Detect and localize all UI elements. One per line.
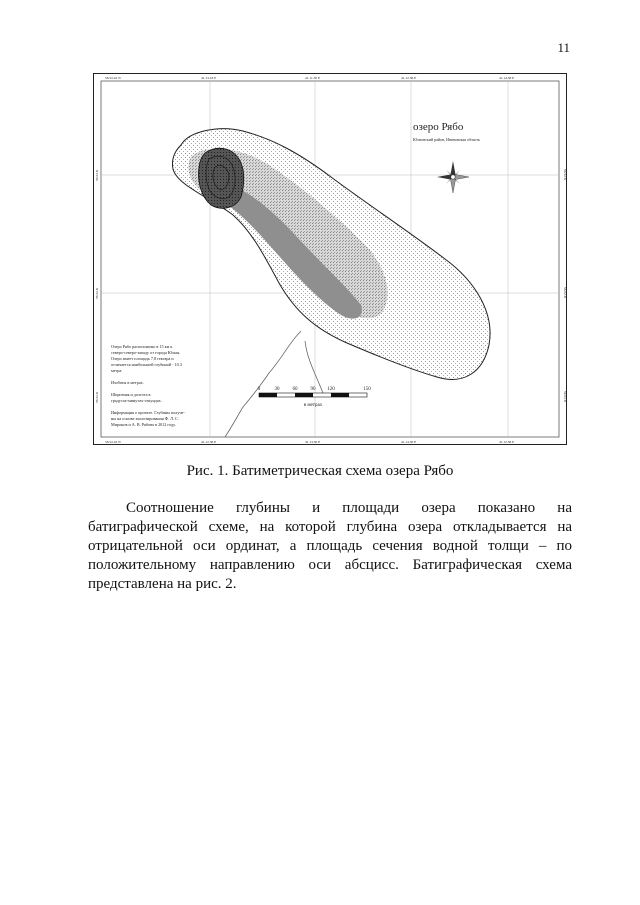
coord-bottom-0: 56.52.42 N [105, 440, 121, 444]
body-paragraph: Соотношение глубины и площади озера показано на батиграфической схеме, на которой глубина озера откладывается на отрицательной оси ординат, а площадь сечения водной толщи – по положительному направлению оси абсцисс. Батиграфическая схема представлена на рис. 2. [88, 500, 572, 592]
info-line-12: ны на основе эхолотирования Ф. Л. С. [111, 416, 179, 421]
coord-top-0: 56.52.42 N [105, 76, 121, 80]
info-line-2: Озеро имеет площадь 7,8 гектара и [111, 356, 174, 361]
coord-left-2: 56.51.N [95, 391, 99, 403]
info-line-3: отличается наибольшей глубиной - 10,3 [111, 362, 182, 367]
coord-right-0: 56.52.N [563, 169, 567, 181]
info-line-11: Информация о проекте. Глубины получе- [111, 410, 185, 415]
scale-label-4: 120 [327, 387, 335, 392]
coord-top-1: 41.13.18 E [201, 76, 217, 80]
map-subtitle: Юхновский район, Ивановская область [413, 137, 481, 142]
body-paragraph-container [88, 499, 572, 594]
bathymetric-map [93, 73, 567, 445]
coord-bottom-4: 41.12.36 E [499, 440, 515, 444]
info-line-1: северо-северо-западу от города Юхны. [111, 350, 181, 355]
page-number: 11 [557, 40, 570, 55]
coord-bottom-3: 41.14.30 E [401, 440, 417, 444]
coord-top-3: 41.12.36 E [401, 76, 417, 80]
coord-right-1: 56.52.N [563, 287, 567, 299]
info-line-9: градусах-минутах-секундах. [111, 398, 162, 403]
info-line-13: Миронов и А. В. Рябова в 2012 году. [111, 422, 176, 427]
coord-top-4: 41.14.58 E [499, 76, 515, 80]
scale-label-2: 60 [292, 387, 298, 392]
coord-left-0: 56.53.N [95, 169, 99, 181]
depth-zone-deepest [199, 148, 244, 208]
figure-caption: Рис. 1. Батиметрическая схема озера Рябо [186, 463, 454, 479]
info-line-8: Широтная и долгота в [111, 392, 151, 397]
map-title: озеро Рябо [413, 121, 464, 133]
info-line-0: Озеро Рябо расположено в 15 км к [111, 344, 173, 349]
scale-unit: в метрах [303, 403, 323, 408]
coord-bottom-1: 41.12.36 E [201, 440, 217, 444]
info-line-4: метра. [111, 368, 123, 373]
scale-label-5: 150 [363, 387, 371, 392]
scale-label-3: 90 [310, 387, 316, 392]
coord-top-2: 41.11.30 E [305, 76, 321, 80]
scale-label-0: 0 [257, 387, 261, 392]
coord-right-2: 56.51.N [563, 391, 567, 403]
info-line-6: Изобаты в метрах. [111, 380, 144, 385]
coord-left-1: 56.52.N [95, 287, 99, 299]
coord-bottom-2: 41.13.30 E [305, 440, 321, 444]
scale-label-1: 30 [274, 387, 280, 392]
